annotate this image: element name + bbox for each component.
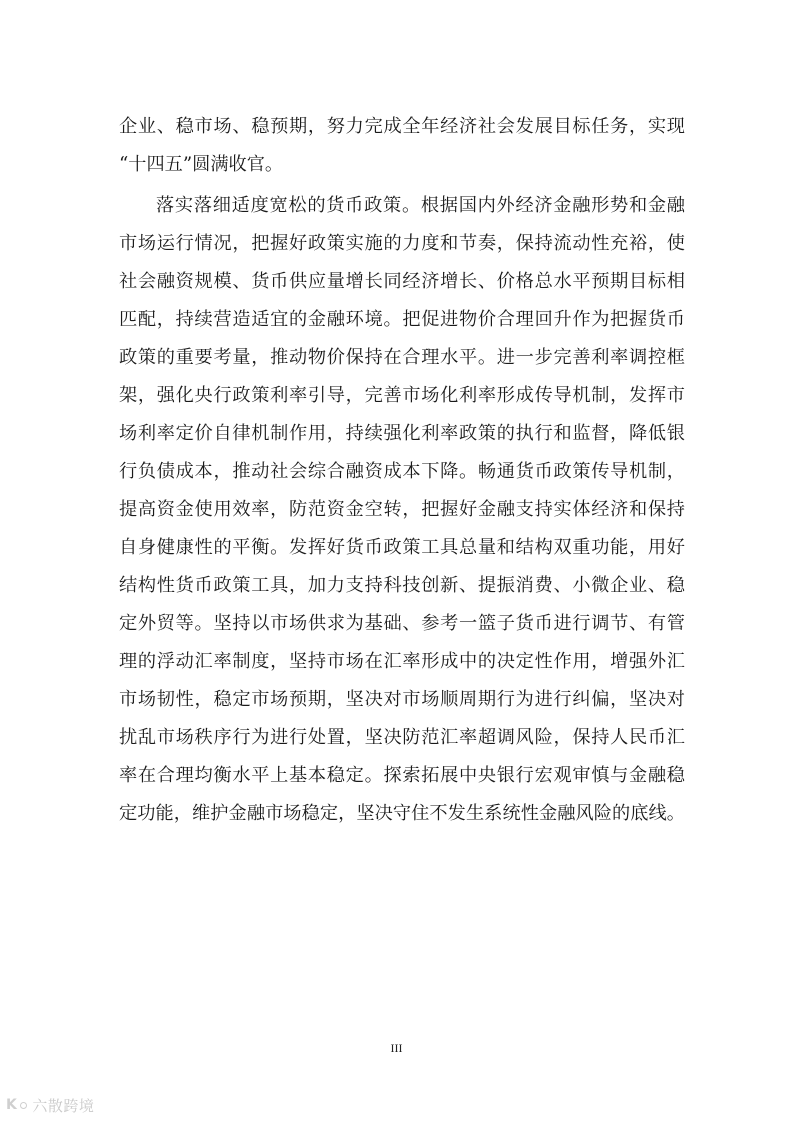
text-line: 架，强化央行政策利率引导，完善市场化利率形成传导机制，发挥市 [119, 385, 685, 406]
watermark-text: 六散跨境 [32, 1096, 95, 1115]
text-line: 行负债成本，推动社会综合融资成本下降。畅通货币政策传导机制， [119, 461, 685, 482]
text-line: “十四五”圆满收官。 [119, 154, 284, 175]
paragraph-1 [119, 108, 685, 184]
text-line: 市场运行情况，把握好政策实施的力度和节奏，保持流动性充裕，使 [119, 233, 685, 254]
text-line: 落实落细适度宽松的货币政策。根据国内外经济金融形势和金融 [156, 195, 685, 216]
text-line: 匹配，持续营造适宜的金融环境。把促进物价合理回升作为把握货币 [119, 309, 685, 330]
paragraph-2 [119, 187, 685, 833]
text-line: 提高资金使用效率，防范资金空转，把握好金融支持实体经济和保持 [119, 499, 685, 520]
text-line: 结构性货币政策工具，加力支持科技创新、提振消费、小微企业、稳 [119, 575, 685, 596]
text-line: 定功能，维护金融市场稳定，坚决守住不发生系统性金融风险的底线。 [119, 803, 685, 824]
text-line: 自身健康性的平衡。发挥好货币政策工具总量和结构双重功能，用好 [119, 537, 685, 558]
text-line: 场利率定价自律机制作用，持续强化利率政策的执行和监督，降低银 [119, 423, 685, 444]
text-line: 政策的重要考量，推动物价保持在合理水平。进一步完善利率调控框 [119, 347, 685, 368]
document-body [119, 108, 685, 833]
watermark-dot-icon [20, 1102, 27, 1109]
text-line: 市场韧性，稳定市场预期，坚决对市场顺周期行为进行纠偏，坚决对 [119, 689, 685, 710]
page-number: III [390, 1041, 403, 1055]
text-line: 扰乱市场秩序行为进行处置，坚决防范汇率超调风险，保持人民币汇 [119, 727, 685, 748]
text-line: 企业、稳市场、稳预期，努力完成全年经济社会发展目标任务，实现 [119, 116, 685, 137]
text-line: 理的浮动汇率制度，坚持市场在汇率形成中的决定性作用，增强外汇 [119, 651, 685, 672]
text-line: 定外贸等。坚持以市场供求为基础、参考一篮子货币进行调节、有管 [119, 613, 685, 634]
watermark [6, 1093, 94, 1117]
text-line: 社会融资规模、货币供应量增长同经济增长、价格总水平预期目标相 [119, 271, 685, 292]
text-line: 率在合理均衡水平上基本稳定。探索拓展中央银行宏观审慎与金融稳 [119, 765, 685, 786]
watermark-logo-icon: K [6, 1097, 18, 1113]
